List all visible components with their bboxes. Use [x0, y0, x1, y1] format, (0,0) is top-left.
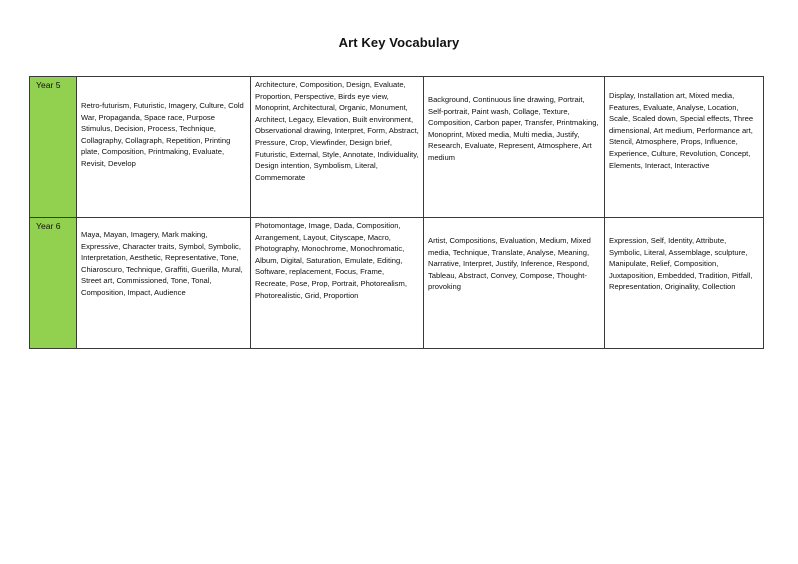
table-row-year-6	[30, 218, 764, 349]
vocabulary-table	[29, 76, 764, 349]
vocab-cell	[605, 218, 764, 349]
vocab-cell	[251, 77, 424, 218]
vocab-text: Artist, Compositions, Evaluation, Medium, Mixed media, Technique, Translate, Analyse, Meaning, Narrative, Interpret, Justify, Inference, Respond, Tableau, Abstract, Convey, Compose, Thought-provoking	[428, 236, 591, 292]
vocab-text: Architecture, Composition, Design, Evaluate, Proportion, Perspective, Birds eye view, Monoprint, Architectural, Organic, Monument, Architect, Legacy, Elevation, Built environment, Observational drawing, Interpret, Form, Abstract, Pressure, Crop, Viewfinder, Design brief, Futuristic, External, Style, Annotate, Individuality, Design intention, Symbolism, Literal, Commemorate	[255, 80, 419, 182]
vocab-text: Photomontage, Image, Dada, Composition, Arrangement, Layout, Cityscape, Macro, Photography, Monochrome, Monochromatic, Album, Digital, Saturation, Emulate, Editing, Software, replacement, Focus, Frame, Recreate, Pose, Prop, Portrait, Photorealism, Photorealistic, Grid, Proportion	[255, 221, 407, 300]
vocab-text: Retro-futurism, Futuristic, Imagery, Culture, Cold War, Propaganda, Space race, Purpose Stimulus, Decision, Process, Technique, Collagraphy, Collagraph, Repetition, Printing plate, Composition, Printmaking, Evaluate, Revisit, Develop	[81, 101, 244, 168]
vocab-text: Maya, Mayan, Imagery, Mark making, Expressive, Character traits, Symbol, Symbolic, Interpretation, Aesthetic, Representative, Tone, Chiaroscuro, Technique, Graffiti, Guerilla, Mural, Street art, Commissioned, Tone, Tonal, Composition, Impact, Audience	[81, 230, 243, 297]
vocab-cell	[424, 77, 605, 218]
vocab-text: Expression, Self, Identity, Attribute, Symbolic, Literal, Assemblage, sculpture, Manipulate, Relief, Composition, Juxtaposition, Embedded, Tradition, Pitfall, Representation, Originality, Collection	[609, 236, 753, 292]
vocab-text: Background, Continuous line drawing, Portrait, Self-portrait, Paint wash, Collage, Texture, Composition, Carbon paper, Transfer, Printmaking, Monoprint, Mixed media, Multi media, Justify, Research, Evaluate, Represent, Atmosphere, Art medium	[428, 95, 599, 162]
vocab-cell	[77, 77, 251, 218]
vocab-cell	[424, 218, 605, 349]
year-label: Year 5	[36, 80, 61, 90]
page-title: Art Key Vocabulary	[338, 35, 460, 50]
vocab-text: Display, Installation art, Mixed media, Features, Evaluate, Analyse, Location, Scale, Scaled down, Special effects, Three dimensional, Art medium, Performance art, Stencil, Atmosphere, Props, Influence, Experience, Culture, Revolution, Concept, Elements, Interact, Interactive	[609, 91, 754, 170]
vocab-cell	[77, 218, 251, 349]
year-label-cell	[30, 77, 77, 218]
year-label: Year 6	[36, 221, 61, 231]
vocab-cell	[251, 218, 424, 349]
vocab-cell	[605, 77, 764, 218]
table-row-year-5	[30, 77, 764, 218]
year-label-cell	[30, 218, 77, 349]
